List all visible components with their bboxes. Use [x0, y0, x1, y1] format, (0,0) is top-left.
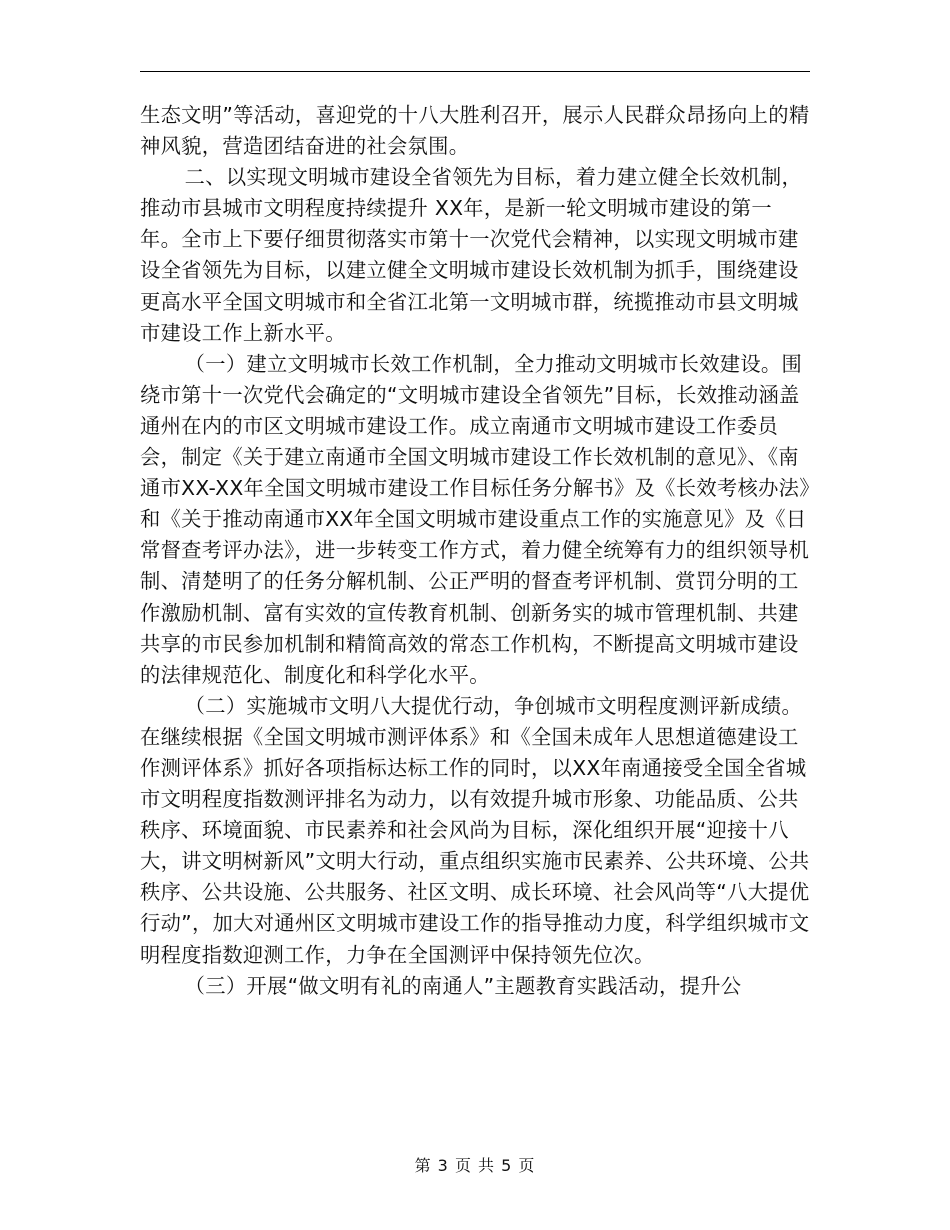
header-rule	[140, 71, 810, 72]
paragraph-item-one: （一）建立文明城市长效工作机制，全力推动文明城市长效建设。围绕市第十一次党代会确定的“文明城市建设全省领先”目标，长效推动涵盖通州在内的市区文明城市建设工作。成立南通市文明城市建设工作委员会，制定《关于建立南通市全国文明城市建设工作长效机制的意见》、《南通市XX-XX年全国文明城市建设工作目标任务分解书》及《长效考核办法》和《关于推动南通市XX年全国文明城市建设重点工作的实施意见》及《日常督查考评办法》，进一步转变工作方式，着力健全统筹有力的组织领导机制、清楚明了的任务分解机制、公正严明的督查考评机制、赏罚分明的工作激励机制、富有实效的宣传教育机制、创新务实的城市管理机制、共建共享的市民参加机制和精简高效的常态工作机构，不断提高文明城市建设的法律规范化、制度化和科学化水平。	[140, 351, 810, 687]
paragraph-item-two: （二）实施城市文明八大提优行动，争创城市文明程度测评新成绩。在继续根据《全国文明城市测评体系》和《全国未成年人思想道德建设工作测评体系》抓好各项指标达标工作的同时，以XX年南通接受全国全省城市文明程度指数测评排名为动力，以有效提升城市形象、功能品质、公共秩序、环境面貌、市民素养和社会风尚为目标，深化组织开展“迎接十八大，讲文明树新风”文明大行动，重点组织实施市民素养、公共环境、公共秩序、公共设施、公共服务、社区文明、成长环境、社会风尚等“八大提优行动”，加大对通州区文明城市建设工作的指导推动力度，科学组织城市文明程度指数迎测工作，力争在全国测评中保持领先位次。	[140, 693, 810, 967]
document-body	[140, 100, 812, 1002]
paragraph-item-three: （三）开展“做文明有礼的南通人”主题教育实践活动，提升公	[184, 973, 742, 998]
page-number-footer: 第 3 页 共 5 页	[414, 1156, 536, 1175]
paragraph-section-two: 二、以实现文明城市建设全省领先为目标，着力建立健全长效机制，推动市县城市文明程度持续提升 XX年，是新一轮文明城市建设的第一年。全市上下要仔细贯彻落实市第十一次党代会精神，以实现文明城市建设全省领先为目标，以建立健全文明城市建设长效机制为抓手，围绕建设更高水平全国文明城市和全省江北第一文明城市群，统揽推动市县文明城市建设工作上新水平。	[140, 165, 803, 345]
paragraph-continuation: 生态文明”等活动，喜迎党的十八大胜利召开，展示人民群众昂扬向上的精神风貌，营造团结奋进的社会氛围。	[140, 103, 810, 159]
